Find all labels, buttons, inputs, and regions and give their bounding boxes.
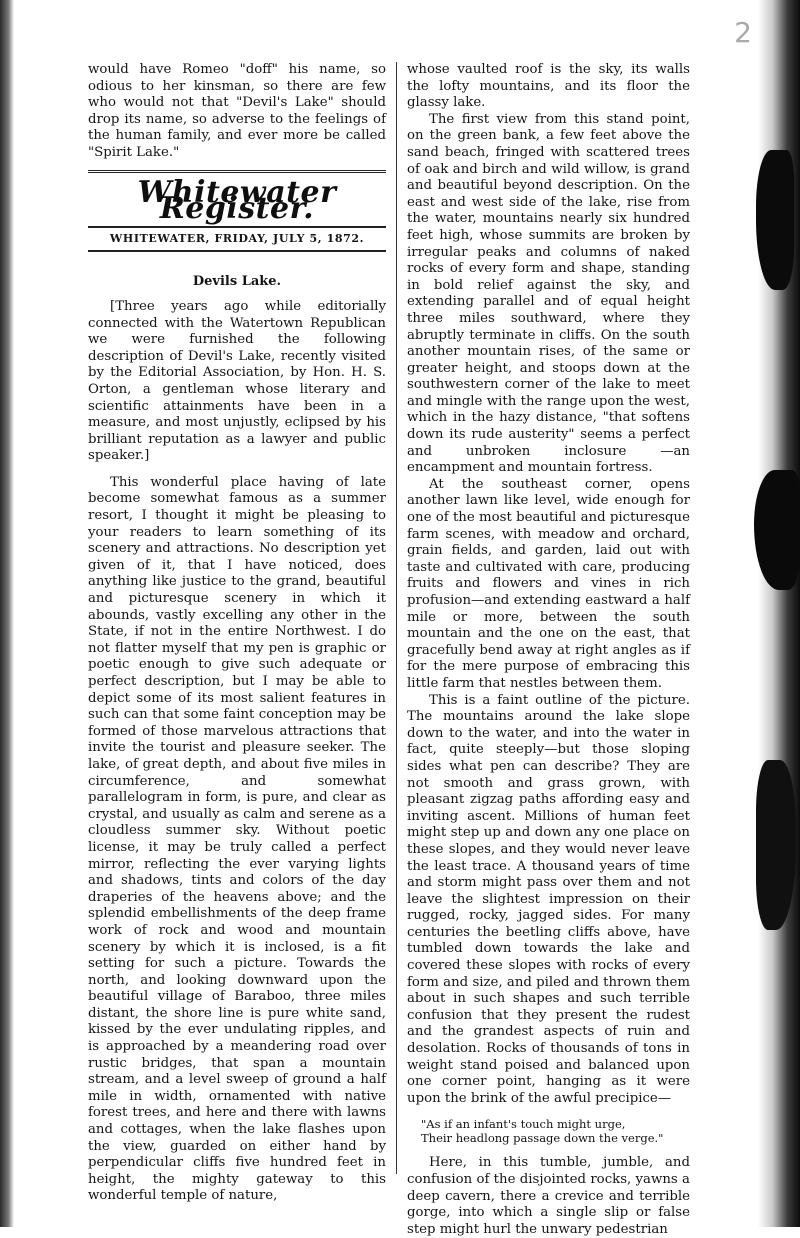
scan-left-edge [0, 0, 14, 1227]
quote-line: Their headlong passage down the verge." [421, 1131, 664, 1146]
page-number: 2 [734, 16, 752, 49]
article-paragraph: The first view from this stand point, on the green bank, a few feet above the sand beach, fringed with scattered trees of oak and birch and wild willow, is grand and beautiful beyond description. On the east and west side of the lake, rise from the water, mountains nearly six hundred feet high, whose summits are broken by irregular peaks and columns of naked rocks of every form and shape, standing in bold relief against the sky, and extending parallel and of equal height three miles southward, where they abruptly terminate in cliffs. On the south another mountain rises, of the same or greater height, and stoops down at the southwestern corner of the lake to meet and mingle with the range upon the west, which in the hazy distance, "that softens down its rude austerity" seems a perfect and unbroken inclosure —an encampment and mountain fortress. [407, 111, 690, 476]
quote-line: "As if an infant's touch might urge, [421, 1117, 626, 1132]
masthead: Whitewater Register. [137, 174, 337, 227]
article-paragraph: At the southeast corner, opens another lawn like level, wide enough for one of the most beautiful and picturesque farm scenes, with meadow and orchard, grain fields, and garden, laid out with taste and cultivated with care, producing fruits and flowers and vines in rich profusion—and extending eastward a half mile or more, between the south mountain and the one on the east, that gracefully bend away at right angles as if for the mere purpose of embracing this little farm that nestles between them. [407, 476, 690, 691]
left-column [88, 62, 386, 1204]
ink-blot [756, 760, 796, 930]
article-paragraph: This is a faint outline of the picture. The mountains around the lake slope down to the water, and into the water in fact, quite steeply—but those sloping sides what pen can describe? They are not smooth and grass grown, with pleasant zigzag paths affording easy and inviting ascent. Millions of human feet might step up and down any one place on these slopes, and they would never leave the least trace. A thousand years of time and storm might pass over them and not leave the slightest impression on their rugged, rocky, jagged sides. For many centuries the beetling cliffs above, have tumbled down towards the lake and covered these slopes with rocks of every form and size, and piled and thrown them about in such shapes and such terrible confusion that they present the rudest and the grandest aspects of ruin and desolation. Rocks of thousands of tons in weight stand poised and balanced upon one corner point, hanging as it were upon the brink of the awful precipice— [407, 692, 690, 1106]
right-column [407, 62, 690, 1237]
ink-blot [756, 150, 794, 290]
article-paragraph: whose vaulted roof is the sky, its walls the lofty mountains, and its floor the glassy lake. [407, 62, 690, 111]
column-rule [396, 62, 397, 1174]
dateline: WHITEWATER, FRIDAY, JULY 5, 1872. [88, 226, 386, 253]
article-paragraph: This wonderful place having of late become somewhat famous as a summer resort, I thought it might be pleasing to your readers to learn something of its scenery and attractions. No description yet given of it, that I have noticed, does anything like justice to the grand, beautiful and picturesque scenery in which it abounds, vastly excelling any other in the State, if not in the entire Northwest. I do not flatter myself that my pen is graphic or poetic enough to give such adequate or perfect description, but I may be able to depict some of its most salient features in such can that some faint conception may be formed of those marvelous attractions that invite the tourist and pleasure seeker. The lake, of great depth, and about five miles in circumference, and somewhat parallelogram in form, is pure, and clear as crystal, and usually as calm and serene as a cloudless summer sky. Without poetic license, it may be truly called a perfect mirror, reflecting the ever varying lights and shadows, tints and colors of the day draperies of the heavens above; and the splendid embellishments of the deep frame work of rock and wood and mountain scenery by which it is inclosed, is a fit setting for such a picture. Towards the north, and looking downward upon the beautiful village of Baraboo, three miles distant, the shore line is pure white sand, kissed by the ever undulating ripples, and is approached by a meandering road over rustic bridges, that span a mountain stream, and a level sweep of ground a half mile in width, ornamented with native forest trees, and here and there with lawns and cottages, when the lake flashes upon the view, guarded on either hand by perpendicular cliffs five hundred feet in height, the mighty gateway to this wonderful temple of nature, [88, 474, 386, 1204]
editor-note: [Three years ago while editorially connected with the Watertown Republican we were furnished the following description of Devil's Lake, recently visited by the Editorial Association, by Hon. H. S. Orton, a gentleman whose literary and scientific attainments have been in a measure, and most unjustly, eclipsed by his brilliant reputation as a lawyer and public speaker.] [88, 298, 386, 464]
ink-blot [754, 470, 800, 590]
poem-quote [407, 1117, 690, 1145]
top-fragment: would have Romeo "doff" his name, so odious to her kinsman, so there are few who would not that "Devil's Lake" should drop its name, so adverse to the feelings of the human family, and ever more be called "Spirit Lake." [88, 62, 386, 160]
divider [88, 170, 386, 173]
article-title: Devils Lake. [192, 274, 282, 290]
article-paragraph: Here, in this tumble, jumble, and confusion of the disjointed rocks, yawns a deep cavern, there a crevice and terrible gorge, into which a single slip or false step might hurl the unwary pedestrian [407, 1155, 690, 1237]
